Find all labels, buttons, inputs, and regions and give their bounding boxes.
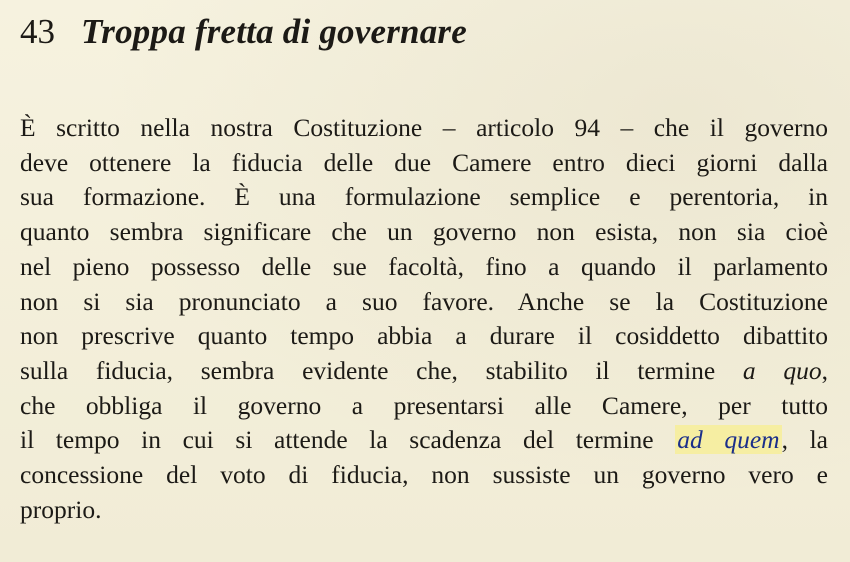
text-line: il tempo in cui si attende la scadenza del termine ad quem, la — [20, 425, 828, 455]
text-line: non prescrive quanto tempo abbia a durare il cosiddetto dibattito — [20, 321, 828, 351]
highlighted-term-ad-quem[interactable]: ad quem — [677, 425, 780, 455]
text-line: nel pieno possesso delle sue facoltà, fino a quando il parlamento — [20, 251, 828, 281]
text-line: concessione del voto di fiducia, non sussiste un governo vero e — [20, 460, 828, 490]
text-line: sulla fiducia, sembra evidente che, stabilito il termine a quo, — [20, 355, 828, 385]
italic-term-a-quo: a quo — [742, 355, 822, 385]
text-line: proprio. — [20, 494, 102, 524]
text-line: che obbliga il governo a presentarsi alle Camere, per tutto — [20, 390, 828, 420]
text-line: quanto sembra significare che un governo non esista, non sia cioè — [20, 217, 828, 247]
chapter-title: Troppa fretta di governare — [81, 12, 467, 51]
paragraph — [20, 111, 828, 527]
chapter-number: 43 — [20, 12, 55, 51]
text-line: non si sia pronunciato a suo favore. Anche se la Costituzione — [20, 286, 828, 316]
text-line: sua formazione. È una formulazione semplice e perentoria, in — [20, 182, 828, 212]
text-line: deve ottenere la fiducia delle due Camere entro dieci giorni dalla — [20, 147, 828, 177]
text-line: È scritto nella nostra Costituzione – articolo 94 – che il governo — [20, 113, 828, 142]
chapter-heading — [20, 12, 467, 52]
